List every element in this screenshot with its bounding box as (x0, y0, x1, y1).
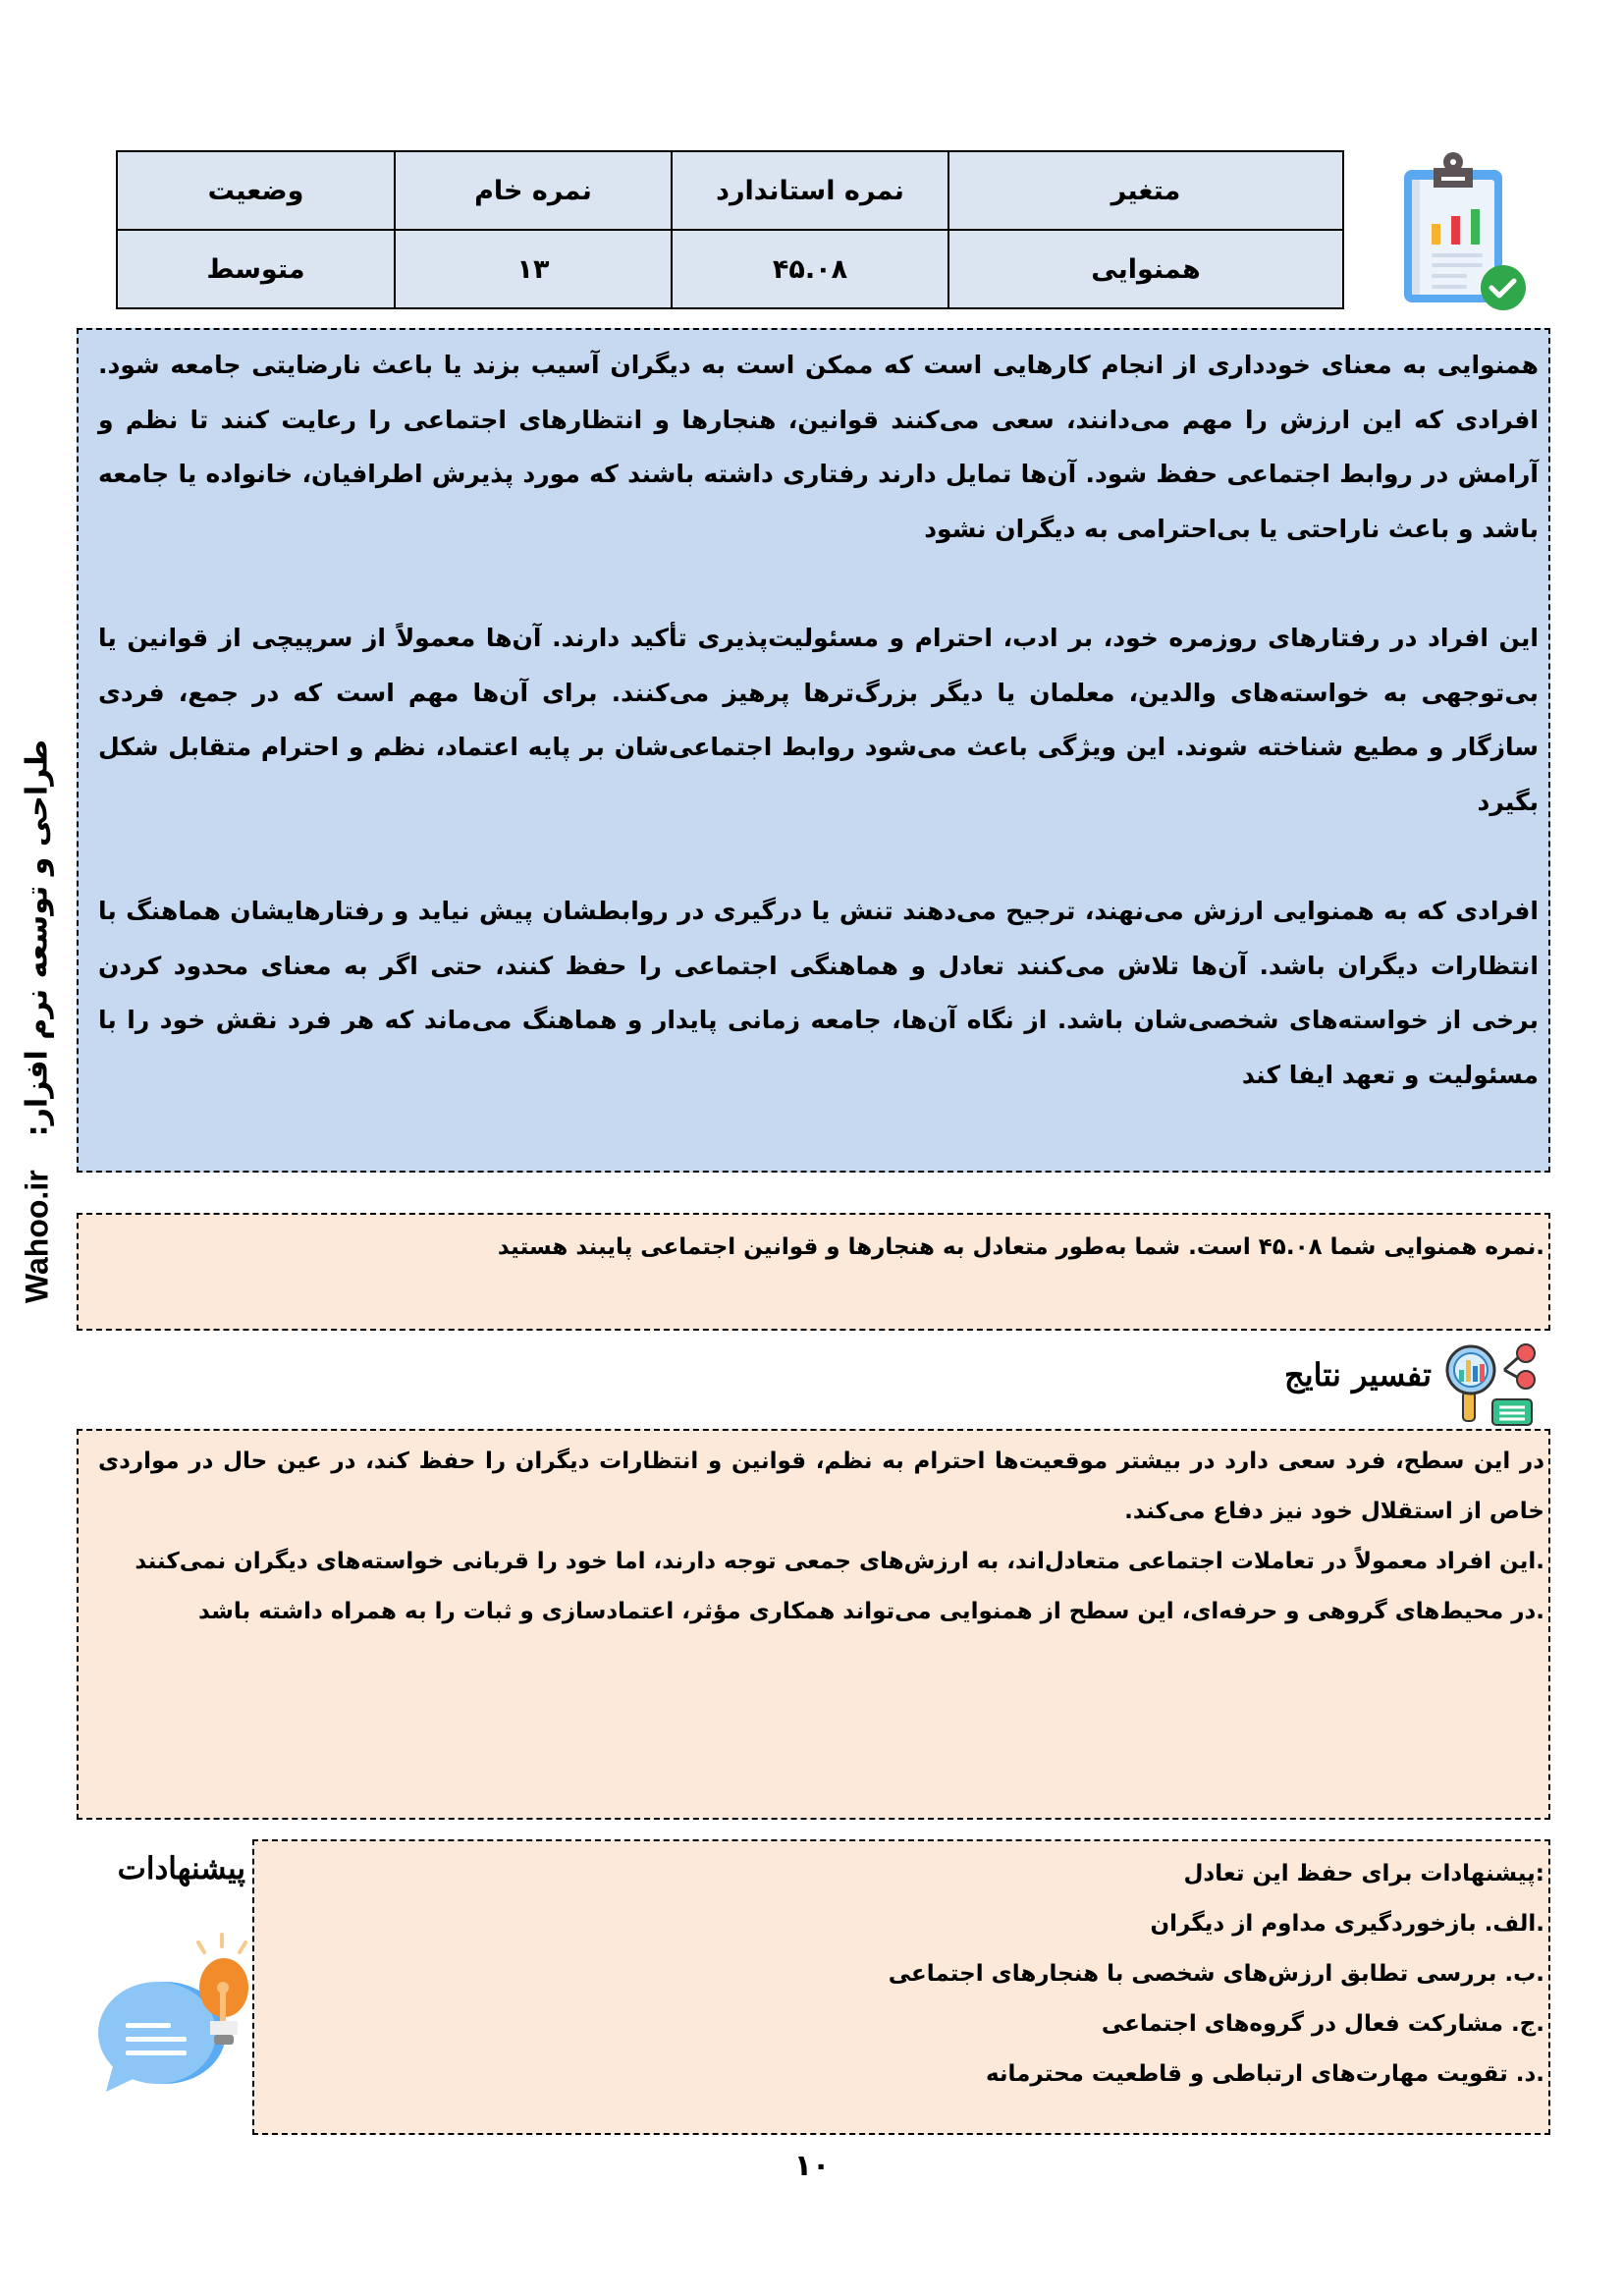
page-number: ۱۰ (793, 2149, 831, 2183)
header-standard-score: نمره استاندارد (672, 151, 948, 230)
chat-bulb-icon (96, 1925, 253, 2092)
side-credit (8, 738, 67, 1304)
header-variable: متغیر (948, 151, 1343, 230)
score-summary-box (77, 1213, 1550, 1331)
description-paragraph: این افراد در رفتارهای روزمره خود، بر ادب، احترام و مسئولیت‌پذیری تأکید دارند. آن‌ها معمولاً از سرپیچی از قوانین یا بی‌توجهی به خواسته‌های والدین، معلمان یا دیگر بزرگ‌ترها پرهیز می‌کنند. برای آن‌ها مهم است که در جمع، فردی سازگار و مطیع شناخته شوند. این ویژگی باعث می‌شود روابط اجتماعی‌شان بر پایه اعتماد، نظم و احترام متقابل شکل بگیرد (98, 624, 1539, 816)
interpretation-line: در این سطح، فرد سعی دارد در بیشتر موقعیت‌ها احترام به نظم، قوانین و انتظارات دیگران را حفظ کند، در عین حال در مواردی خاص از استقلال خود نیز دفاع می‌کند. (98, 1449, 1544, 1524)
table-row (117, 230, 1343, 308)
interpretation-title: تفسیر نتایج (1284, 1356, 1432, 1394)
interpretation-heading (1276, 1340, 1542, 1429)
cell-standard-score: ۴۵.۰۸ (672, 230, 948, 308)
header-status: وضعیت (117, 151, 395, 230)
description-box (77, 328, 1550, 1173)
cell-raw-score: ۱۳ (395, 230, 672, 308)
suggestions-box (252, 1839, 1550, 2135)
suggestions-title: پیشنهادات (117, 1851, 245, 1886)
interpretation-box (77, 1429, 1550, 1820)
score-table (116, 150, 1344, 309)
magnifier-analytics-icon (1443, 1340, 1542, 1429)
suggestion-item: .د. تقویت مهارت‌های ارتباطی و قاطعیت محترمانه (985, 2061, 1544, 2087)
suggestions-intro: :پیشنهادات برای حفظ این تعادل (1183, 1861, 1544, 1886)
cell-status: متوسط (117, 230, 395, 308)
credit-label: طراحی و توسعه نرم افزار: (20, 738, 55, 1137)
suggestion-item: .ج. مشارکت فعال در گروه‌های اجتماعی (1101, 2011, 1544, 2037)
header-raw-score: نمره خام (395, 151, 672, 230)
description-paragraph: همنوایی به معنای خودداری از انجام کارهایی است که ممکن است به دیگران آسیب بزند یا باعث نارضایتی جامعه شود. افرادی که این ارزش را مهم می‌دانند، سعی می‌کنند قوانین، هنجارها و انتظارهای اجتماعی را رعایت کنند تا نظم و آرامش در روابط اجتماعی حفظ شود. آن‌ها تمایل دارند رفتاری داشته باشند که مورد پذیرش اطرافیان، خانواده یا جامعه باشد و باعث ناراحتی یا بی‌احترامی به دیگران نشود (98, 351, 1539, 543)
interpretation-line: .این افراد معمولاً در تعاملات اجتماعی متعادل‌اند، به ارزش‌های جمعی توجه دارند، اما خود را قربانی خواسته‌های دیگران نمی‌کنند (135, 1549, 1544, 1574)
clipboard-report-icon (1392, 150, 1530, 312)
credit-site: Wahoo.ir (19, 1170, 55, 1304)
suggestion-item: .ب. بررسی تطابق ارزش‌های شخصی با هنجارهای اجتماعی (888, 1961, 1544, 1987)
interpretation-line: .در محیط‌های گروهی و حرفه‌ای، این سطح از همنوایی می‌تواند همکاری مؤثر، اعتمادسازی و ثبات را به همراه داشته باشد (198, 1599, 1544, 1624)
table-header-row (117, 151, 1343, 230)
cell-variable: همنوایی (948, 230, 1343, 308)
suggestion-item: .الف. بازخوردگیری مداوم از دیگران (1150, 1911, 1544, 1937)
score-summary-text: .نمره همنوایی شما ۴۵.۰۸ است. شما به‌طور متعادل به هنجارها و قوانین اجتماعی پایبند هستید (497, 1234, 1544, 1260)
description-paragraph: افرادی که به همنوایی ارزش می‌نهند، ترجیح می‌دهند تنش یا درگیری در روابطشان پیش نیاید و رفتارهایشان هماهنگ با انتظارات دیگران باشد. آن‌ها تلاش می‌کنند تعادل و هماهنگی اجتماعی را حفظ کنند، حتی اگر به معنای محدود کردن برخی از خواسته‌های شخصی‌شان باشد. از نگاه آن‌ها، جامعه زمانی پایدار و هماهنگ می‌ماند که هر فرد نقش خود را با مسئولیت و تعهد ایفا کند (98, 897, 1539, 1089)
